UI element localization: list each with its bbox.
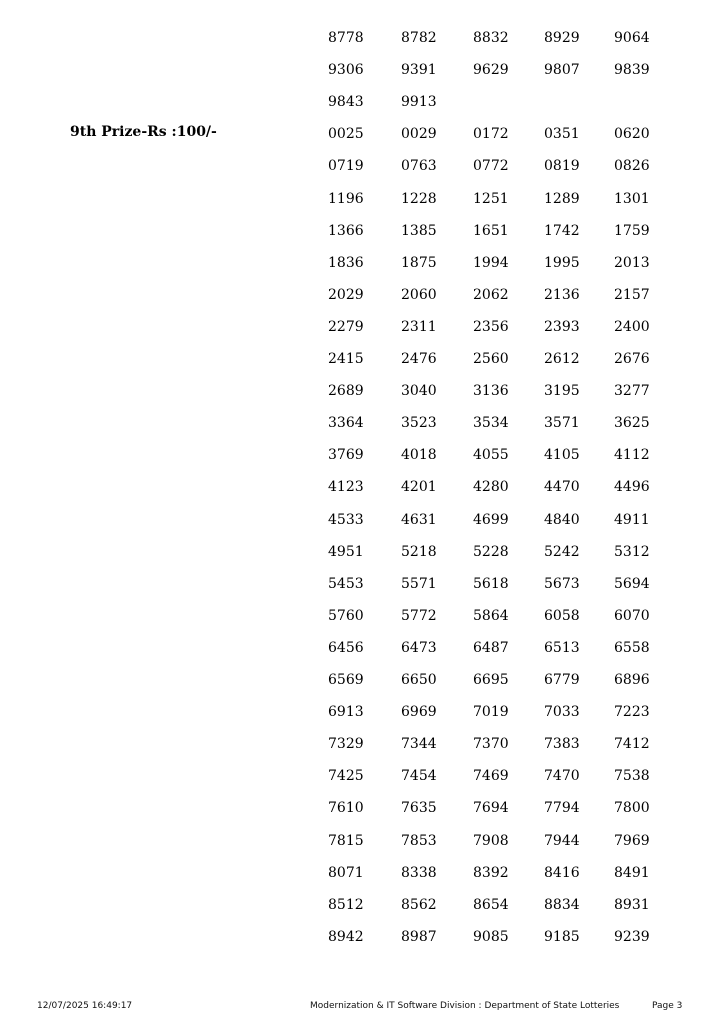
ticket-number: 6896 — [614, 672, 650, 688]
ticket-number: 1875 — [401, 255, 437, 271]
number-row — [0, 510, 724, 530]
ticket-number: 7800 — [614, 800, 650, 816]
ticket-number: 3571 — [544, 415, 580, 431]
ticket-number: 4951 — [328, 544, 364, 560]
ticket-number: 6650 — [401, 672, 437, 688]
ticket-number: 2476 — [401, 351, 437, 367]
number-row — [0, 381, 724, 401]
ticket-number: 4911 — [614, 512, 650, 528]
ticket-number: 9843 — [328, 94, 364, 110]
ticket-number: 9839 — [614, 62, 650, 78]
ticket-number: 4018 — [401, 447, 437, 463]
ticket-number: 8778 — [328, 30, 364, 46]
footer-datetime: 12/07/2025 16:49:17 — [37, 1001, 133, 1011]
ticket-number: 0819 — [544, 158, 580, 174]
ticket-number: 7853 — [401, 833, 437, 849]
ticket-number: 7908 — [473, 833, 509, 849]
number-row — [0, 189, 724, 209]
ticket-number: 8987 — [401, 929, 437, 945]
ticket-number: 1366 — [328, 223, 364, 239]
ticket-number: 7815 — [328, 833, 364, 849]
number-row — [0, 124, 724, 144]
ticket-number: 2393 — [544, 319, 580, 335]
ticket-number: 3136 — [473, 383, 509, 399]
ticket-number: 1995 — [544, 255, 580, 271]
number-row — [0, 927, 724, 947]
ticket-number: 2311 — [401, 319, 437, 335]
ticket-number: 5571 — [401, 576, 437, 592]
number-row — [0, 895, 724, 915]
ticket-number: 2279 — [328, 319, 364, 335]
number-row — [0, 766, 724, 786]
number-row — [0, 221, 724, 241]
ticket-number: 1836 — [328, 255, 364, 271]
ticket-number: 4631 — [401, 512, 437, 528]
ticket-number: 5312 — [614, 544, 650, 560]
ticket-number: 4699 — [473, 512, 509, 528]
ticket-number: 8654 — [473, 897, 509, 913]
ticket-number: 1385 — [401, 223, 437, 239]
ticket-number: 6913 — [328, 704, 364, 720]
ticket-number: 7412 — [614, 736, 650, 752]
ticket-number: 9185 — [544, 929, 580, 945]
ticket-number: 8942 — [328, 929, 364, 945]
ticket-number: 9064 — [614, 30, 650, 46]
ticket-number: 3195 — [544, 383, 580, 399]
ticket-number: 6558 — [614, 640, 650, 656]
ticket-number: 0772 — [473, 158, 509, 174]
ticket-number: 3040 — [401, 383, 437, 399]
ticket-number: 0172 — [473, 126, 509, 142]
ticket-number: 7370 — [473, 736, 509, 752]
ticket-number: 9391 — [401, 62, 437, 78]
ticket-number: 1742 — [544, 223, 580, 239]
number-row — [0, 542, 724, 562]
ticket-number: 3625 — [614, 415, 650, 431]
ticket-number: 0029 — [401, 126, 437, 142]
ticket-number: 6473 — [401, 640, 437, 656]
ticket-number: 2689 — [328, 383, 364, 399]
ticket-number: 2060 — [401, 287, 437, 303]
ticket-number: 4533 — [328, 512, 364, 528]
ticket-number: 6695 — [473, 672, 509, 688]
ticket-number: 3277 — [614, 383, 650, 399]
number-row — [0, 317, 724, 337]
ticket-number: 7383 — [544, 736, 580, 752]
ticket-number: 9913 — [401, 94, 437, 110]
number-row — [0, 413, 724, 433]
ticket-number: 7538 — [614, 768, 650, 784]
ticket-number: 6487 — [473, 640, 509, 656]
ticket-number: 2415 — [328, 351, 364, 367]
footer-page-number: Page 3 — [652, 1001, 683, 1011]
number-row — [0, 831, 724, 851]
ticket-number: 0763 — [401, 158, 437, 174]
number-row — [0, 60, 724, 80]
ticket-number: 3523 — [401, 415, 437, 431]
ticket-number: 4105 — [544, 447, 580, 463]
ticket-number: 8491 — [614, 865, 650, 881]
ticket-number: 6569 — [328, 672, 364, 688]
ticket-number: 1759 — [614, 223, 650, 239]
number-row — [0, 156, 724, 176]
ticket-number: 7794 — [544, 800, 580, 816]
number-row — [0, 28, 724, 48]
ticket-number: 5228 — [473, 544, 509, 560]
ticket-number: 6513 — [544, 640, 580, 656]
ticket-number: 5694 — [614, 576, 650, 592]
ticket-number: 9629 — [473, 62, 509, 78]
ticket-number: 8512 — [328, 897, 364, 913]
ticket-number: 0719 — [328, 158, 364, 174]
ticket-number: 1196 — [328, 191, 364, 207]
number-row — [0, 734, 724, 754]
ticket-number: 7470 — [544, 768, 580, 784]
footer-organization: Modernization & IT Software Division : Department of State Lotteries — [310, 1001, 620, 1011]
ticket-number: 0826 — [614, 158, 650, 174]
ticket-number: 5760 — [328, 608, 364, 624]
ticket-number: 3364 — [328, 415, 364, 431]
ticket-number: 8338 — [401, 865, 437, 881]
number-row — [0, 798, 724, 818]
ticket-number: 1994 — [473, 255, 509, 271]
ticket-number: 8392 — [473, 865, 509, 881]
ticket-number: 4280 — [473, 479, 509, 495]
ticket-number: 5673 — [544, 576, 580, 592]
ticket-number: 7635 — [401, 800, 437, 816]
ticket-number: 6779 — [544, 672, 580, 688]
ticket-number: 1651 — [473, 223, 509, 239]
number-row — [0, 253, 724, 273]
ticket-number: 9085 — [473, 929, 509, 945]
ticket-number: 6969 — [401, 704, 437, 720]
ticket-number: 2560 — [473, 351, 509, 367]
ticket-number: 7425 — [328, 768, 364, 784]
ticket-number: 5864 — [473, 608, 509, 624]
ticket-number: 3534 — [473, 415, 509, 431]
number-row — [0, 92, 724, 112]
ticket-number: 8782 — [401, 30, 437, 46]
ticket-number: 5618 — [473, 576, 509, 592]
ticket-number: 2612 — [544, 351, 580, 367]
ticket-number: 1228 — [401, 191, 437, 207]
ticket-number: 7223 — [614, 704, 650, 720]
ticket-number: 6456 — [328, 640, 364, 656]
number-row — [0, 670, 724, 690]
number-row — [0, 477, 724, 497]
ticket-number: 4470 — [544, 479, 580, 495]
ticket-number: 1289 — [544, 191, 580, 207]
number-row — [0, 285, 724, 305]
ticket-number: 2356 — [473, 319, 509, 335]
number-row — [0, 349, 724, 369]
prize-label: 9th Prize-Rs :100/- — [70, 124, 217, 140]
ticket-number: 7454 — [401, 768, 437, 784]
ticket-number: 4112 — [614, 447, 650, 463]
ticket-number: 2013 — [614, 255, 650, 271]
number-row — [0, 574, 724, 594]
ticket-number: 5453 — [328, 576, 364, 592]
ticket-number: 7019 — [473, 704, 509, 720]
ticket-number: 3769 — [328, 447, 364, 463]
ticket-number: 9807 — [544, 62, 580, 78]
ticket-number: 2157 — [614, 287, 650, 303]
ticket-number: 8834 — [544, 897, 580, 913]
number-row — [0, 863, 724, 883]
ticket-number: 2136 — [544, 287, 580, 303]
ticket-number: 6070 — [614, 608, 650, 624]
ticket-number: 9306 — [328, 62, 364, 78]
number-row — [0, 702, 724, 722]
ticket-number: 2062 — [473, 287, 509, 303]
ticket-number: 0025 — [328, 126, 364, 142]
number-row — [0, 606, 724, 626]
ticket-number: 7944 — [544, 833, 580, 849]
ticket-number: 8416 — [544, 865, 580, 881]
number-row — [0, 638, 724, 658]
ticket-number: 5218 — [401, 544, 437, 560]
ticket-number: 4840 — [544, 512, 580, 528]
number-row — [0, 445, 724, 465]
ticket-number: 0620 — [614, 126, 650, 142]
ticket-number: 7344 — [401, 736, 437, 752]
ticket-number: 1301 — [614, 191, 650, 207]
ticket-number: 7329 — [328, 736, 364, 752]
ticket-number: 5242 — [544, 544, 580, 560]
ticket-number: 8832 — [473, 30, 509, 46]
ticket-number: 0351 — [544, 126, 580, 142]
ticket-number: 8071 — [328, 865, 364, 881]
ticket-number: 2400 — [614, 319, 650, 335]
ticket-number: 8929 — [544, 30, 580, 46]
ticket-number: 4055 — [473, 447, 509, 463]
ticket-number: 7694 — [473, 800, 509, 816]
ticket-number: 7033 — [544, 704, 580, 720]
ticket-number: 7469 — [473, 768, 509, 784]
ticket-number: 7610 — [328, 800, 364, 816]
ticket-number: 1251 — [473, 191, 509, 207]
ticket-number: 4496 — [614, 479, 650, 495]
ticket-number: 9239 — [614, 929, 650, 945]
ticket-number: 6058 — [544, 608, 580, 624]
ticket-number: 4123 — [328, 479, 364, 495]
ticket-number: 7969 — [614, 833, 650, 849]
ticket-number: 8562 — [401, 897, 437, 913]
ticket-number: 8931 — [614, 897, 650, 913]
ticket-number: 5772 — [401, 608, 437, 624]
ticket-number: 2676 — [614, 351, 650, 367]
ticket-number: 2029 — [328, 287, 364, 303]
ticket-number: 4201 — [401, 479, 437, 495]
